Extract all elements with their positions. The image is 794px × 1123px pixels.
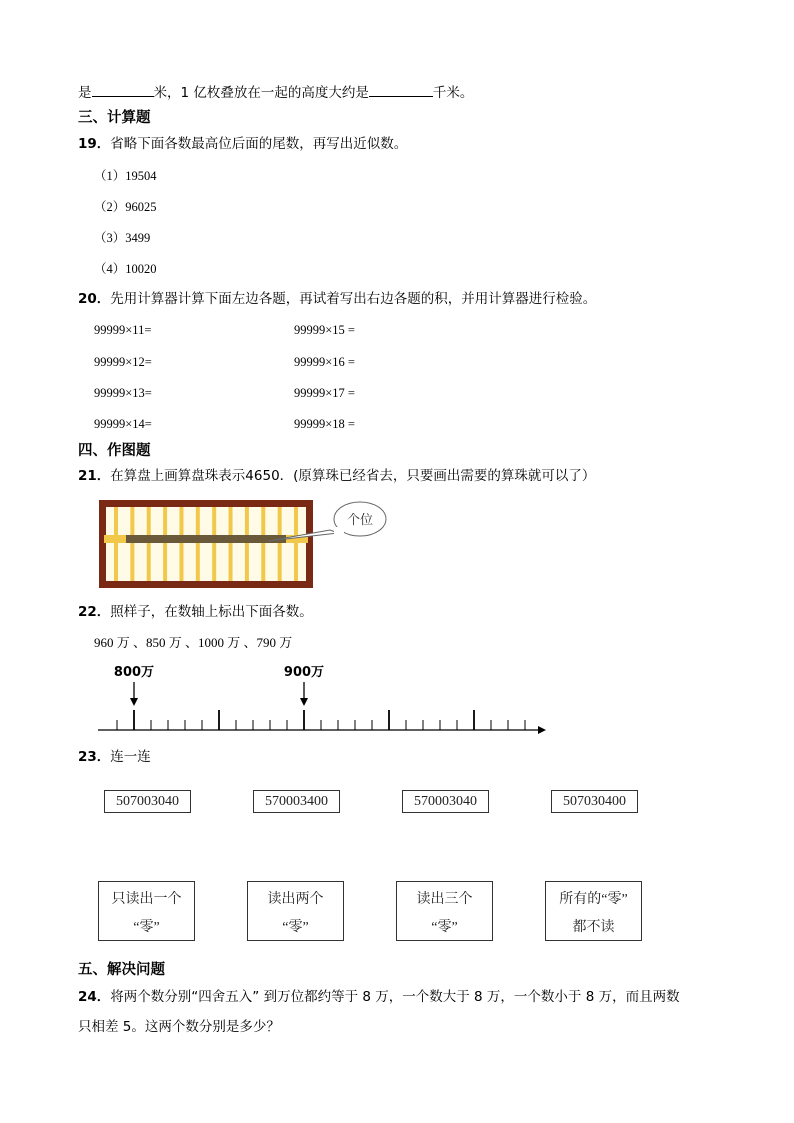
- abacus-rod[interactable]: [147, 507, 151, 581]
- beam-end-left: [104, 535, 126, 543]
- abacus-rod[interactable]: [212, 507, 216, 581]
- abacus-rod[interactable]: [245, 507, 249, 581]
- q19-item-1: （1）19504: [94, 169, 157, 183]
- q18-tail-line: 是 米，1 亿枚叠放在一起的高度大约是 千米。: [78, 82, 473, 102]
- number-box-2[interactable]: 570003400: [253, 790, 340, 813]
- q20-left-2: 99999×12=: [94, 355, 152, 369]
- q19-item-4: （4）10020: [94, 262, 157, 276]
- q20-right-4: 99999×18 =: [294, 417, 355, 431]
- callout-label: 个位: [346, 513, 374, 528]
- answer-blank-2[interactable]: [369, 82, 433, 97]
- abacus-rod[interactable]: [179, 507, 183, 581]
- q20-left-4: 99999×14=: [94, 417, 152, 431]
- label-900: 900万: [283, 665, 325, 680]
- number-box-1[interactable]: 507003040: [104, 790, 191, 813]
- section-title-5: 五、解决问题: [78, 962, 165, 978]
- question-20: 20．先用计算器计算下面左边各题，再试着写出右边各题的积，并用计算器进行检验。: [78, 291, 597, 307]
- read-box-3[interactable]: 读出三个 “零”: [396, 881, 493, 941]
- number-box-3[interactable]: 570003040: [402, 790, 489, 813]
- abacus-rod[interactable]: [114, 507, 118, 581]
- read-box-2[interactable]: 读出两个 “零”: [247, 881, 344, 941]
- question-24-line-1: 24．将两个数分别“四舍五入” 到万位都约等于 8 万，一个数大于 8 万，一个数小于 8 万，而且两数: [78, 989, 680, 1005]
- abacus-rod[interactable]: [261, 507, 265, 581]
- label-800: 800万: [113, 665, 155, 680]
- q19-item-2: （2）96025: [94, 200, 157, 214]
- question-19: 19．省略下面各数最高位后面的尾数，再写出近似数。: [78, 136, 408, 152]
- abacus-rod[interactable]: [196, 507, 200, 581]
- q20-right-1: 99999×15 =: [294, 323, 355, 337]
- q20-right-3: 99999×17 =: [294, 386, 355, 400]
- abacus-figure: [98, 497, 390, 592]
- axis-arrow: [538, 726, 546, 734]
- abacus-rod[interactable]: [229, 507, 233, 581]
- read-box-4[interactable]: 所有的“零” 都不读: [545, 881, 642, 941]
- q22-numbers: 960 万 、850 万 、1000 万 、790 万: [94, 635, 293, 650]
- q20-left-3: 99999×13=: [94, 386, 152, 400]
- abacus-rod[interactable]: [130, 507, 134, 581]
- q20-right-2: 99999×16 =: [294, 355, 355, 369]
- number-line: [90, 660, 560, 740]
- question-23: 23．连一连: [78, 749, 151, 765]
- read-box-1[interactable]: 只读出一个 “零”: [98, 881, 195, 941]
- section-title-3: 三、计算题: [78, 110, 151, 126]
- question-22: 22．照样子，在数轴上标出下面各数。: [78, 604, 313, 620]
- question-24-line-2: 只相差 5。这两个数分别是多少？: [78, 1019, 280, 1035]
- answer-blank-1[interactable]: [92, 82, 154, 97]
- q20-left-1: 99999×11=: [94, 323, 152, 337]
- section-title-4: 四、作图题: [78, 443, 151, 459]
- axis-ticks: [117, 710, 525, 730]
- number-box-4[interactable]: 507030400: [551, 790, 638, 813]
- arrow-900-head: [300, 698, 308, 706]
- q19-item-3: （3）3499: [94, 231, 151, 245]
- arrow-800-head: [130, 698, 138, 706]
- abacus-rod[interactable]: [294, 507, 298, 581]
- abacus-board: [106, 507, 306, 581]
- question-21: 21．在算盘上画算盘珠表示4650．(原算珠已经省去，只要画出需要的算珠就可以了）: [78, 468, 596, 484]
- abacus-rod[interactable]: [278, 507, 282, 581]
- abacus-rod[interactable]: [163, 507, 167, 581]
